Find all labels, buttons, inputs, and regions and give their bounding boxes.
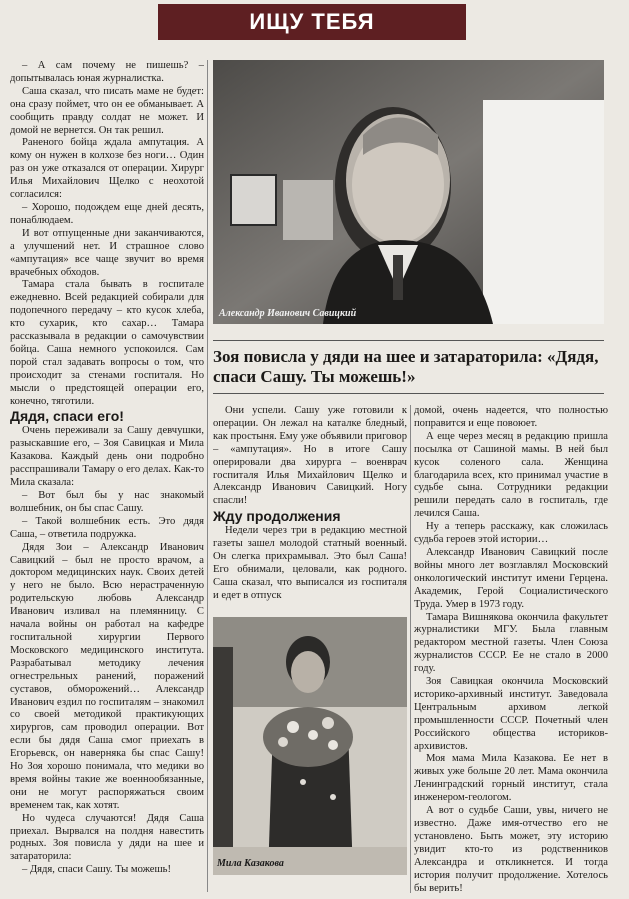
paragraph: И вот отпущенные дни заканчиваются, а улучшений нет. И страшное слово «ампутация» все чаще звучит во время врачебных обходов.: [10, 227, 204, 278]
paragraph: Очень переживали за Сашу девчушки, разыскавшие его, – Зоя Савицкая и Мила Казакова. Каждый день они подробно расспрашивали Тамару о его делах. Как-то Мила сказала:: [10, 425, 204, 489]
paragraph: Александр Иванович Савицкий после войны много лет возглавлял Московский онкологический институт имени Герцена. Академик, Герой Социалистического Труда. Умер в 1973 году.: [414, 546, 608, 610]
paragraph: Но чудеса случаются! Дядя Саша приехал. Вырвался на полдня навестить родных. Зоя повисла у дяди на шее и затараторила:: [10, 812, 204, 863]
paragraph: – Вот был бы у нас знакомый волшебник, он бы спас Сашу.: [10, 490, 204, 514]
portrait-illustration: [213, 60, 604, 324]
paragraph: Саша сказал, что писать маме не будет: она сразу поймет, что он ее обманывает. А сообщить правду солдат не может. И домой не вернется. Он так решил.: [10, 85, 204, 136]
paragraph: домой, очень надеется, что полностью поправится и еще повоюет.: [414, 405, 608, 429]
paragraph: А еще через месяц в редакцию пришла посылка от Сашиной мамы. В ней был кусок соленого сала. Женщина благодарила всех, кто принимал участие в судьбе сына. Сотрудники редакции решили передать сало в госпиталь, где лечился Саша.: [414, 430, 608, 520]
pull-quote-headline: Зоя повисла у дяди на шее и затараторила: «Дядя, спаси Сашу. Ты можешь!»: [213, 340, 604, 394]
column-3: [414, 405, 608, 893]
paragraph: Моя мама Мила Казакова. Ее нет в живых уже больше 20 лет. Мама окончила Ленинградский горный институт, стала инженером-геологом.: [414, 753, 608, 804]
woman-with-flowers-illustration: [213, 617, 407, 875]
paragraph: – Хорошо, подождем еще дней десять, понаблюдаем.: [10, 201, 204, 226]
paragraph: А вот о судьбе Саши, увы, ничего не известно. Даже имя-отчество его не установлено. Быть может, эту историю увидит кто-то из родственников Александра и откликнется. И тогда история получит продолжение. Хотелось бы верить!: [414, 805, 608, 893]
paragraph: Они успели. Сашу уже готовили к операции. Он лежал на каталке бледный, как простыня. Ему уже объявили приговор – «ампутация». Но в итоге Сашу оперировали два хирурга – военврач госпиталя Илья Михайлович Щелко и Александр Иванович Савицкий. Ногу спасли!: [213, 405, 407, 507]
subheading: Дядя, спаси его!: [10, 408, 124, 425]
paragraph: Дядя Зои – Александр Иванович Савицкий – был не просто врачом, а доктором медицинских наук. Своих детей у него не было. Всю нерастраченную родительскую любовь Александр Иванович изливал на племянницу. С начала войны он работал на кафедре госпитальной хирургии Первого Московского медицинского института. Разрабатывал методику лечения огнестрельных ранений, поражений суставов, обморожений… Александр Иванович ездил по госпиталям – знакомил со своей методикой практикующих хирургов, сам проводил операции. Вот если бы дядя Саша смог приехать в Егорьевск, он наверняка бы спас Сашу! Но Зоя хорошо понимала, что медики во время войны такие же военнообязанные, они не могут распоряжаться своим временем так, как хотят.: [10, 541, 204, 811]
section-header: ИЩУ ТЕБЯ: [158, 4, 466, 40]
column-1: [10, 60, 204, 892]
paragraph: – Дядя, спаси Сашу. Ты можешь!: [22, 864, 171, 876]
paragraph: Тамара Вишнякова окончила факультет журналистики МГУ. Была главным редактором местной газеты. Член Союза журналистов СССР. Ее не стало в 2000 году.: [414, 611, 608, 675]
paragraph: Недели через три в редакцию местной газеты зашел молодой статный военный. Он слегка прихрамывал. Это был Саша! Его обнимали, целовали, как родного. Саша сказал, что выписался из госпиталя и едет в отпуск: [213, 525, 407, 601]
paragraph: Зоя Савицкая окончила Московский историко-архивный институт. Заведовала Центральным архивом легкой промышленности СССР. Почетный член Российского общества историков-архивистов.: [414, 676, 608, 752]
paragraph: Ну а теперь расскажу, как сложилась судьба героев этой истории…: [414, 521, 608, 546]
portrait-photo-savitsky: [213, 60, 604, 324]
photo-mila-kazakova: [213, 617, 407, 875]
paragraph: Раненого бойца ждала ампутация. А кому он нужен в колхозе без ноги… Один раз он уже отказался от операции. Хирург Илья Михайлович Щелко с неохотой согласился:: [10, 137, 204, 201]
column-divider: [207, 60, 208, 892]
photo-caption: Мила Казакова: [217, 858, 284, 869]
column-2: [213, 405, 407, 620]
paragraph: – А сам почему не пишешь? – допытывалась юная журналистка.: [10, 60, 204, 84]
paragraph: – Такой волшебник есть. Это дядя Саша, – ответила подружка.: [10, 515, 204, 540]
photo-caption: Александр Иванович Савицкий: [219, 308, 357, 319]
subheading: Жду продолжения: [213, 508, 341, 525]
column-divider: [410, 405, 411, 893]
paragraph: Тамара стала бывать в госпитале ежедневно. Всей редакцией собирали для подопечного передачу – кто кусок хлеба, кто сухарик, кто сахар… Тамара рассказывала в редакции о самочувствии бойца. Саша немного успокоился. Сам порой стал задавать вопросы о том, что происходит за стенами госпиталя. Но мысли о предстоящей операции его, конечно, тяготили.: [10, 279, 204, 407]
